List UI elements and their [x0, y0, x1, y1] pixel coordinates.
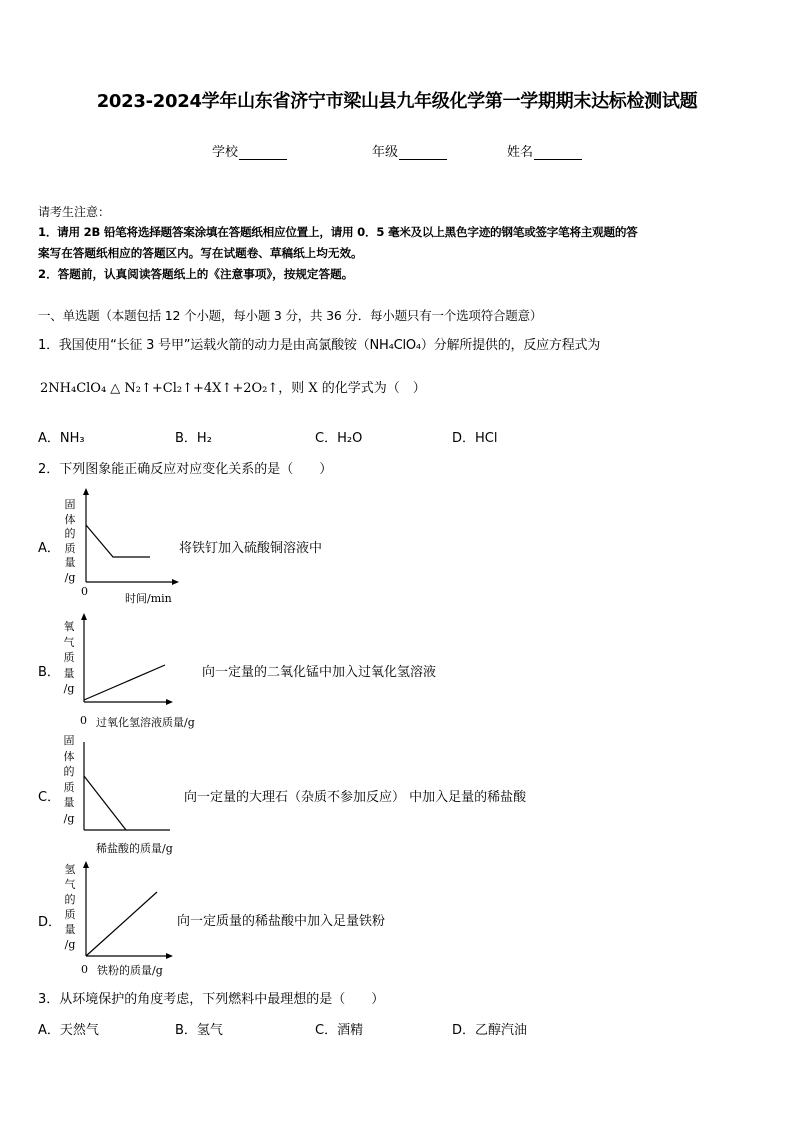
q2-option-b-graph — [58, 612, 178, 707]
q2-option-a-xlabel: 时间/min — [125, 592, 172, 605]
equation-text: 2NH₄ClO₄ △ N₂↑+Cl₂↑+4X↑+2O₂↑ — [40, 381, 279, 396]
curve — [84, 665, 165, 700]
q2-option-a-ylabel: 固 体 的 质 量 /g — [64, 498, 76, 584]
q1-option-c[interactable]: C．H₂O — [315, 431, 363, 446]
notice-item-1-line-2: 案写在答题纸相应的答题区内。写在试题卷、草稿纸上均无效。 — [38, 246, 363, 260]
equation-tail: ，则 X 的化学式为（ ） — [278, 381, 426, 396]
curve — [84, 776, 126, 830]
x-axis-arrow — [166, 699, 173, 705]
school-label: 学校 — [212, 145, 239, 160]
q2-option-c-ylabel: 固 体 的 质 量 /g — [63, 734, 75, 825]
q2-option-b-origin: 0 — [80, 714, 87, 727]
question-1-stem: 1．我国使用“长征 3 号甲”运载火箭的动力是由高氯酸铵（NH₄ClO₄）分解所提供的，反应方程式为 — [38, 338, 601, 353]
q2-option-c-desc: 向一定量的大理石（杂质不参加反应） 中加入足量的稀盐酸 — [184, 790, 527, 805]
name-label: 姓名 — [507, 145, 534, 160]
x-axis-arrow — [172, 579, 179, 585]
q2-option-c-graph — [58, 740, 178, 835]
y-axis-arrow — [81, 613, 87, 620]
q2-option-b-desc: 向一定量的二氧化锰中加入过氧化氢溶液 — [202, 665, 437, 680]
question-3-stem: 3．从环境保护的角度考虑，下列燃料中最理想的是（ ） — [38, 992, 385, 1007]
q2-option-d-origin: 0 — [81, 963, 88, 976]
y-axis-arrow — [83, 861, 89, 868]
q2-option-b-ylabel: 氧 气 质 量 /g — [63, 620, 75, 695]
school-blank[interactable] — [239, 145, 287, 160]
q2-option-a-letter[interactable]: A． — [38, 541, 60, 556]
question-1-equation — [40, 377, 426, 396]
question-2-stem: 2．下列图象能正确反应对应变化关系的是（ ） — [38, 462, 333, 477]
q2-option-a-desc: 将铁钉加入硫酸铜溶液中 — [179, 541, 323, 556]
q2-option-d-ylabel: 氢 气 的 质 量 /g — [64, 863, 76, 951]
q1-option-d[interactable]: D．HCl — [452, 431, 498, 446]
q2-option-c-xlabel: 稀盐酸的质量/g — [96, 842, 173, 855]
q3-option-b[interactable]: B．氢气 — [175, 1023, 223, 1038]
name-blank[interactable] — [534, 145, 582, 160]
q2-option-d-letter[interactable]: D． — [38, 915, 62, 930]
name-field[interactable] — [507, 141, 582, 160]
curve — [86, 525, 150, 557]
q2-option-c-letter[interactable]: C． — [38, 790, 61, 805]
q2-option-d-xlabel: 铁粉的质量/g — [97, 964, 163, 977]
q2-option-b-xlabel: 过氧化氢溶液质量/g — [96, 716, 195, 729]
q3-option-a[interactable]: A．天然气 — [38, 1023, 99, 1038]
exam-title: 2023-2024学年山东省济宁市梁山县九年级化学第一学期期末达标检测试题 — [96, 91, 698, 112]
curve — [86, 892, 157, 956]
x-axis-arrow — [166, 953, 173, 959]
q2-option-d-desc: 向一定质量的稀盐酸中加入足量铁粉 — [177, 914, 386, 929]
q3-option-d[interactable]: D．乙醇汽油 — [452, 1023, 528, 1038]
q3-option-c[interactable]: C．酒精 — [315, 1023, 364, 1038]
q2-option-b-letter[interactable]: B． — [38, 665, 60, 680]
q2-option-a-origin: 0 — [81, 585, 88, 598]
q2-option-a-graph — [58, 487, 188, 605]
y-axis-arrow — [83, 488, 89, 495]
notice-heading: 请考生注意： — [38, 205, 111, 219]
grade-field[interactable] — [372, 141, 447, 160]
school-field[interactable] — [212, 141, 287, 160]
notice-item-1-line-1: 1．请用 2B 铅笔将选择题答案涂填在答题纸相应位置上，请用 0．5 毫米及以上黑色字迹的钢笔或签字笔将主观题的答 — [38, 225, 638, 239]
grade-label: 年级 — [372, 145, 399, 160]
notice-item-2: 2．答题前，认真阅读答题纸上的《注意事项》，按规定答题。 — [38, 267, 354, 281]
grade-blank[interactable] — [399, 145, 447, 160]
section-heading: 一、单选题（本题包括 12 个小题，每小题 3 分，共 36 分．每小题只有一个选项符合题意） — [38, 308, 543, 323]
q1-option-a[interactable]: A．NH₃ — [38, 431, 85, 446]
q1-option-b[interactable]: B．H₂ — [175, 431, 212, 446]
